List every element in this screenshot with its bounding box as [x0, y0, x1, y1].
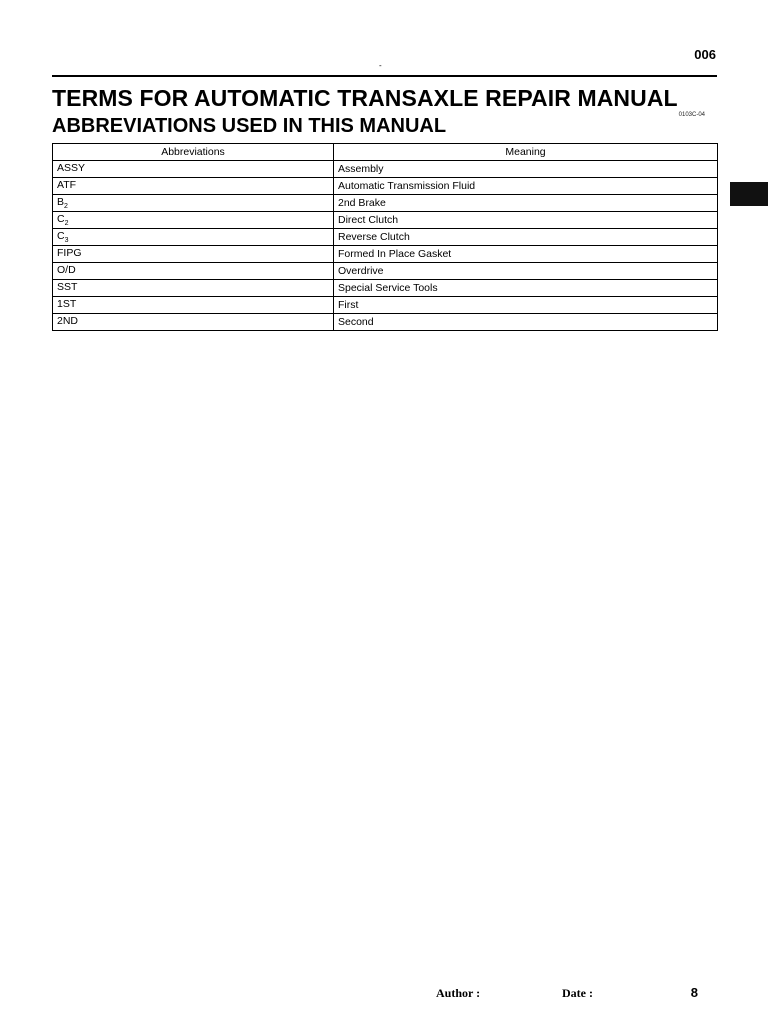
abbreviation-cell — [53, 177, 334, 194]
page-number: 8 — [690, 985, 698, 1000]
table-row — [53, 160, 718, 177]
abbreviation-text: C — [57, 212, 65, 225]
meaning-cell: 2nd Brake — [334, 194, 718, 211]
table-row — [53, 296, 718, 313]
abbreviation-cell — [53, 228, 334, 245]
meaning-cell: Second — [334, 313, 718, 330]
abbreviation-cell — [53, 262, 334, 279]
header-rule — [52, 75, 717, 77]
column-header-meaning: Meaning — [334, 144, 718, 161]
meaning-cell: Formed In Place Gasket — [334, 245, 718, 262]
abbreviation-text: ASSY — [57, 161, 86, 174]
table-row — [53, 177, 718, 194]
table-header-row — [53, 144, 718, 161]
abbreviation-cell — [53, 245, 334, 262]
page-title: TERMS FOR AUTOMATIC TRANSAXLE REPAIR MANUAL — [52, 85, 678, 111]
abbreviation-text: C — [57, 229, 65, 242]
table-row — [53, 228, 718, 245]
table-row — [53, 211, 718, 228]
section-tab-marker — [730, 182, 768, 206]
column-header-abbreviations: Abbreviations — [53, 144, 334, 161]
page-code: 006 — [694, 47, 716, 62]
table-row — [53, 279, 718, 296]
abbreviation-cell — [53, 279, 334, 296]
abbreviation-subscript: 2 — [64, 219, 69, 227]
abbreviation-text: ATF — [57, 178, 77, 191]
meaning-cell: Reverse Clutch — [334, 228, 718, 245]
abbreviation-text: 2ND — [57, 314, 79, 327]
author-label: Author : — [436, 986, 481, 1000]
abbreviation-cell — [53, 160, 334, 177]
abbreviation-cell — [53, 194, 334, 211]
abbreviation-text: B — [57, 195, 65, 208]
meaning-cell: Direct Clutch — [334, 211, 718, 228]
abbreviation-cell — [53, 313, 334, 330]
abbreviation-text: O/D — [57, 263, 76, 276]
abbreviation-text: FIPG — [57, 246, 82, 259]
meaning-cell: Assembly — [334, 160, 718, 177]
abbreviation-cell — [53, 296, 334, 313]
meaning-cell: Automatic Transmission Fluid — [334, 177, 718, 194]
table-row — [53, 262, 718, 279]
table-row — [53, 245, 718, 262]
abbreviation-cell — [53, 211, 334, 228]
abbreviation-text: SST — [57, 280, 78, 293]
meaning-cell: Overdrive — [334, 262, 718, 279]
date-label: Date : — [562, 986, 593, 1000]
section-title: ABBREVIATIONS USED IN THIS MANUAL — [52, 115, 447, 137]
table-row — [53, 313, 718, 330]
abbreviation-subscript: 3 — [64, 236, 69, 244]
abbreviation-subscript: 2 — [64, 202, 68, 210]
meaning-cell: First — [334, 296, 718, 313]
abbreviation-text: 1ST — [57, 297, 77, 310]
document-code: 0103C-04 — [678, 112, 705, 118]
header-mark: - — [379, 61, 382, 70]
meaning-cell: Special Service Tools — [334, 279, 718, 296]
abbreviations-table — [52, 143, 718, 331]
table-row — [53, 194, 718, 211]
